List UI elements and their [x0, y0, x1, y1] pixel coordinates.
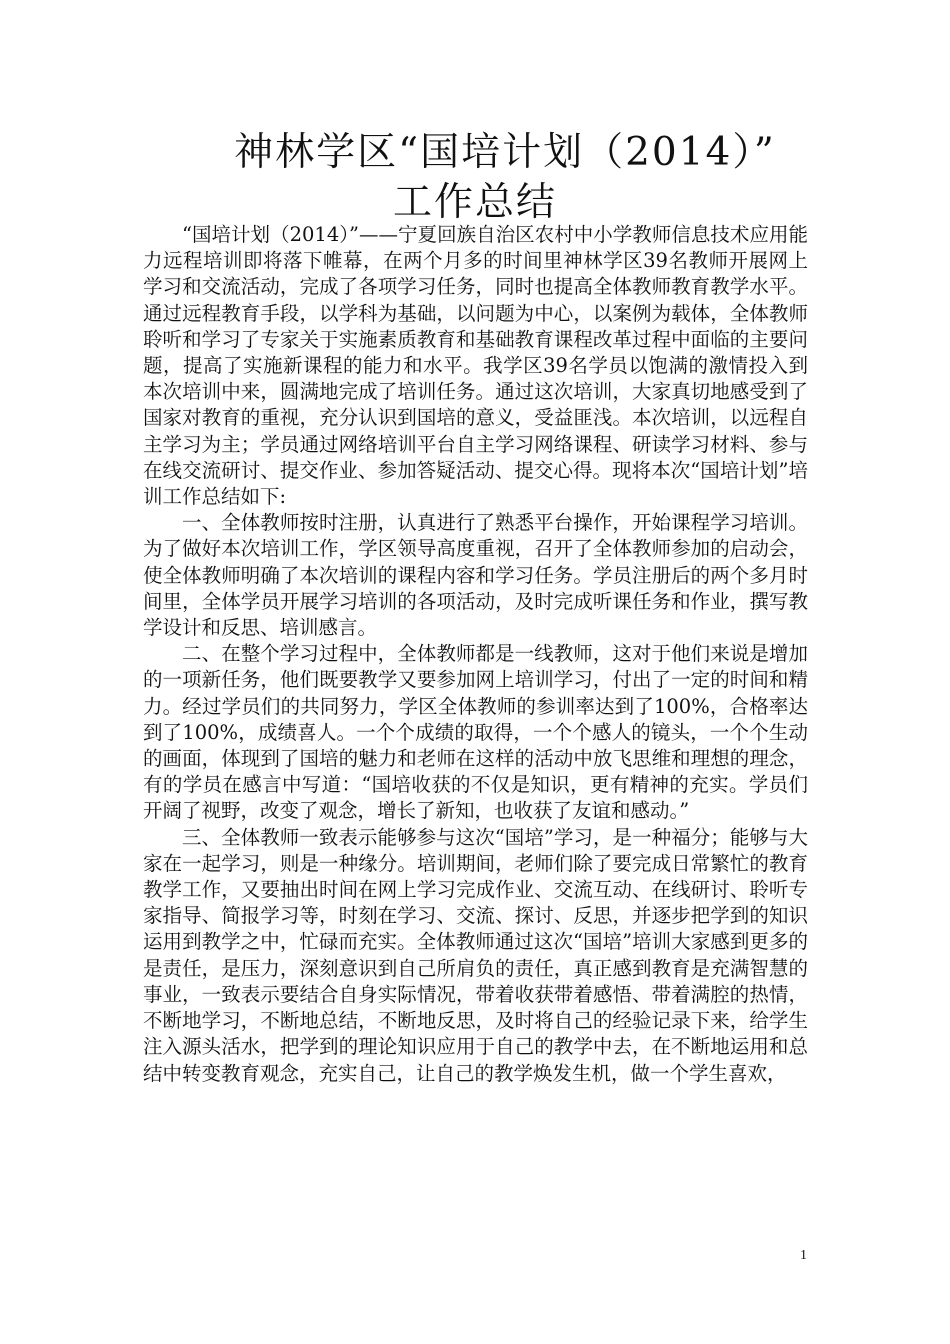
paragraph-three: 三、全体教师一致表示能够参与这次“国培”学习，是一种福分；能够与大家在一起学习，则是一种缘分。培训期间，老师们除了要完成日常繁忙的教育教学工作，又要抽出时间在网上学习完成作业、交流互动、在线研讨、聆听专家指导、简报学习等，时刻在学习、交流、探讨、反思，并逐步把学到的知识运用到教学之中，忙碌而充实。全体教师通过这次“国培”培训大家感到更多的是责任，是压力，深刻意识到自己所肩负的责任，真正感到教育是充满智慧的事业，一致表示要结合自身实际情况，带着收获带着感悟、带着满腔的热情，不断地学习，不断地总结，不断地反思，及时将自己的经验记录下来，给学生注入源头活水，把学到的理论知识应用于自己的教学中去，在不断地运用和总结中转变教育观念，充实自己，让自己的教学焕发生机，做一个学生喜欢，: [143, 825, 808, 1085]
document-body: [143, 222, 808, 1087]
document-title-line-1: 神林学区“国培计划（2014）”: [234, 130, 776, 175]
paragraph-two: 二、在整个学习过程中，全体教师都是一线教师，这对于他们来说是增加的一项新任务，他们既要教学又要参加网上培训学习，付出了一定的时间和精力。经过学员们的共同努力，学区全体教师的参训率达到了100%，合格率达到了100%，成绩喜人。一个个成绩的取得，一个个感人的镜头，一个个生动的画面，体现到了国培的魅力和老师在这样的活动中放飞思维和理想的理念，有的学员在感言中写道：“国培收获的不仅是知识，更有精神的充实。学员们开阔了视野，改变了观念，增长了新知，也收获了友谊和感动。”: [143, 642, 808, 823]
document-title-line-2: 工作总结: [392, 180, 557, 225]
paragraph-intro: “国培计划（2014）”——宁夏回族自治区农村中小学教师信息技术应用能力远程培训即将落下帷幕，在两个月多的时间里神林学区39名教师开展网上学习和交流活动，完成了各项学习任务，同时也提高全体教师教育教学水平。通过远程教育手段，以学科为基础，以问题为中心，以案例为载体，全体教师聆听和学习了专家关于实施素质教育和基础教育课程改革过程中面临的主要问题，提高了实施新课程的能力和水平。我学区39名学员以饱满的激情投入到本次培训中来，圆满地完成了培训任务。通过这次培训，大家真切地感受到了国家对教育的重视，充分认识到国培的意义，受益匪浅。本次培训，以远程自主学习为主；学员通过网络培训平台自主学习网络课程、研读学习材料、参与在线交流研讨、提交作业、参加答疑活动、提交心得。现将本次“国培计划”培训工作总结如下:: [143, 223, 808, 509]
paragraph-one: 一、全体教师按时注册，认真进行了熟悉平台操作，开始课程学习培训。为了做好本次培训工作，学区领导高度重视，召开了全体教师参加的启动会，使全体教师明确了本次培训的课程内容和学习任务。学员注册后的两个多月时间里，全体学员开展学习培训的各项活动，及时完成听课任务和作业，撰写教学设计和反思、培训感言。: [143, 511, 808, 640]
page-number: 1: [800, 1248, 807, 1263]
